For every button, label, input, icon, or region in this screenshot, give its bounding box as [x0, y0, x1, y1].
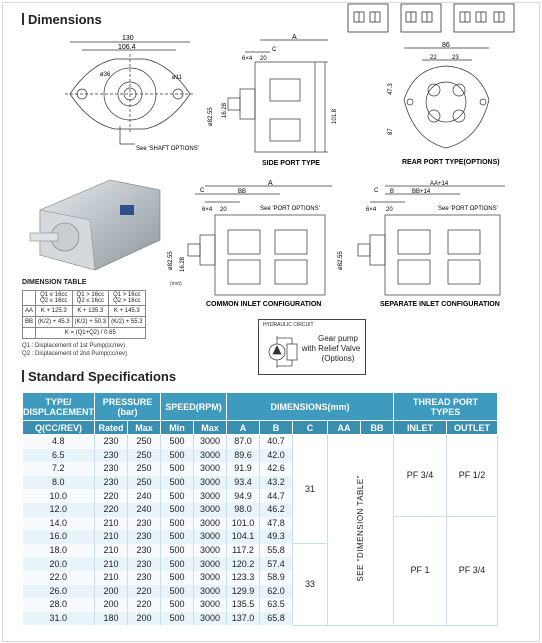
table-cell: 240 [128, 503, 161, 517]
table-cell: 500 [161, 557, 194, 571]
table-cell: 3000 [194, 612, 227, 626]
common-dim-a: A [268, 180, 273, 187]
table-cell: 22.0 [23, 571, 95, 585]
th-inlet: INLET [394, 421, 447, 435]
table-cell: 57.4 [260, 557, 293, 571]
table-cell: 89.6 [227, 449, 260, 463]
th-c: C [293, 421, 328, 435]
side-dim-h1: 16.28 [222, 102, 228, 118]
pump-illustration [20, 165, 165, 275]
th-rated: Rated [95, 421, 128, 435]
side-dim-6x4: 6×4 [242, 56, 253, 62]
table-cell: 6.5 [23, 449, 95, 463]
table-cell: 65.8 [260, 612, 293, 626]
hydraulic-label: HYDRAULIC CIRCUIT [263, 322, 314, 328]
dim-cell: (K/2) + 50.3 [72, 317, 109, 328]
spec-table [22, 392, 498, 626]
common-dim-bb: BB [238, 189, 247, 195]
c-value-group2: 33 [293, 544, 328, 626]
dim-k-blank [23, 328, 36, 339]
table-cell: 210 [95, 544, 128, 558]
table-cell: 26.0 [23, 585, 95, 599]
table-cell: 500 [161, 571, 194, 585]
separate-dim-b: B [390, 189, 395, 195]
rear-dim-23: 23 [452, 55, 459, 61]
common-inlet-drawing [160, 180, 335, 310]
dim-row-label: BB [23, 317, 36, 328]
th-a: A [227, 421, 260, 435]
table-cell: 210 [95, 557, 128, 571]
front-shaft-note: See 'SHAFT OPTIONS' [136, 146, 199, 152]
table-cell: 210 [95, 517, 128, 531]
table-cell: 250 [128, 462, 161, 476]
rear-view-drawing [384, 40, 514, 168]
table-cell: 230 [95, 462, 128, 476]
th-q: Q(CC/REV) [23, 421, 95, 435]
separate-dim-c: C [374, 188, 379, 194]
common-dim-h1: 16.28 [180, 256, 186, 272]
dimension-notes [22, 342, 127, 358]
table-cell: 210 [95, 571, 128, 585]
common-dim-20: 20 [220, 207, 227, 213]
side-dim-h2: 101.8 [332, 108, 338, 124]
table-cell: 129.9 [227, 585, 260, 599]
hydraulic-circuit-box [258, 319, 366, 375]
table-cell: 500 [161, 503, 194, 517]
table-cell: 16.0 [23, 530, 95, 544]
th-bb: BB [361, 421, 394, 435]
valve-symbols [346, 0, 516, 36]
dim-cell: K + 145.3 [109, 306, 146, 317]
table-cell: 500 [161, 476, 194, 490]
table-cell: 500 [161, 530, 194, 544]
table-cell: 200 [95, 585, 128, 599]
table-cell: 3000 [194, 557, 227, 571]
rear-dim-22: 22 [430, 55, 437, 61]
table-cell: 3000 [194, 544, 227, 558]
separate-caption: SEPARATE INLET CONFIGURATION [380, 301, 500, 308]
table-cell: 94.9 [227, 489, 260, 503]
separate-dim-6x4: 6×4 [366, 207, 377, 213]
table-cell: 28.0 [23, 598, 95, 612]
separate-dim-dia: ø82.55 [338, 251, 344, 270]
table-cell: 500 [161, 517, 194, 531]
separate-port-note: See 'PORT OPTIONS' [438, 206, 498, 212]
separate-dim-aa: AA+14 [430, 181, 449, 187]
outlet-group2: PF 3/4 [447, 517, 498, 626]
table-cell: 62.0 [260, 585, 293, 599]
dim-row-label: AA [23, 306, 36, 317]
outlet-group1: PF 1/2 [447, 435, 498, 517]
side-dim-20: 20 [260, 56, 267, 62]
th-b: B [260, 421, 293, 435]
dim-note-q1: Q1 : Displacement of 1st Pump(cc/rev) [22, 343, 126, 349]
aa-bb-note-text: SEE "DIMENSION TABLE" [356, 474, 366, 582]
table-cell: 230 [95, 449, 128, 463]
rear-dim-47: 47.3 [388, 83, 394, 95]
front-dim-106: 106.4 [118, 44, 136, 51]
th-dimensions: DIMENSIONS(mm) [227, 393, 394, 421]
th-aa: AA [328, 421, 361, 435]
aa-bb-note [328, 435, 394, 626]
front-dim-center: ø36 [100, 72, 111, 78]
th-min: Min [161, 421, 194, 435]
dimension-table-unit: (mm) [170, 281, 182, 287]
table-cell: 230 [95, 435, 128, 449]
th-thread: THREAD PORT TYPES [394, 393, 498, 421]
table-cell: 104.1 [227, 530, 260, 544]
table-cell: 20.0 [23, 557, 95, 571]
common-dim-6x4: 6×4 [202, 207, 213, 213]
table-cell: 200 [95, 598, 128, 612]
table-cell: 10.0 [23, 489, 95, 503]
table-cell: 3000 [194, 530, 227, 544]
side-dim-a: A [292, 34, 297, 41]
table-cell: 63.5 [260, 598, 293, 612]
inlet-group1: PF 3/4 [394, 435, 447, 517]
table-cell: 101.0 [227, 517, 260, 531]
table-cell: 46.2 [260, 503, 293, 517]
common-port-note: See 'PORT OPTIONS' [260, 206, 320, 212]
table-cell: 3000 [194, 585, 227, 599]
table-cell: 18.0 [23, 544, 95, 558]
table-cell: 500 [161, 612, 194, 626]
table-cell: 230 [128, 530, 161, 544]
dim-header-1: Q1 ≤ 16cc Q2 ≤ 16cc [36, 291, 73, 306]
dimension-table-title: DIMENSION TABLE [22, 279, 87, 286]
table-cell: 250 [128, 449, 161, 463]
table-cell: 137.0 [227, 612, 260, 626]
table-cell: 230 [128, 571, 161, 585]
th-pmax: Max [128, 421, 161, 435]
rear-dim-87: 87 [388, 128, 394, 135]
table-cell: 230 [95, 476, 128, 490]
table-cell: 91.9 [227, 462, 260, 476]
table-row [23, 435, 498, 449]
side-caption: SIDE PORT TYPE [262, 160, 320, 167]
table-cell: 8.0 [23, 476, 95, 490]
dim-header-3: Q1 > 16cc Q2 > 16cc [109, 291, 146, 306]
inlet-group2: PF 1 [394, 517, 447, 626]
th-outlet: OUTLET [447, 421, 498, 435]
table-cell: 43.2 [260, 476, 293, 490]
hydraulic-line3: (Options) [321, 354, 355, 363]
common-dim-dia: ø82.55 [168, 251, 174, 270]
table-cell: 12.0 [23, 503, 95, 517]
separate-dim-bb: BB+14 [412, 189, 431, 195]
table-cell: 3000 [194, 598, 227, 612]
dim-note-q2: Q2 : Displacement of 2nd Pump(cc/rev) [22, 351, 128, 357]
table-cell: 220 [95, 503, 128, 517]
table-cell: 500 [161, 462, 194, 476]
table-cell: 250 [128, 435, 161, 449]
dim-cell: (K/2) + 55.3 [109, 317, 146, 328]
table-cell: 250 [128, 476, 161, 490]
table-cell: 4.8 [23, 435, 95, 449]
table-cell: 200 [128, 612, 161, 626]
th-pressure: PRESSURE (bar) [95, 393, 161, 421]
table-cell: 40.7 [260, 435, 293, 449]
side-view-drawing [200, 34, 340, 169]
table-cell: 123.3 [227, 571, 260, 585]
table-cell: 120.2 [227, 557, 260, 571]
front-dim-130: 130 [122, 35, 134, 42]
table-row [23, 517, 498, 531]
dim-cell: K + 135.3 [72, 306, 109, 317]
dimension-table [22, 290, 146, 339]
table-cell: 230 [128, 544, 161, 558]
table-cell: 87.0 [227, 435, 260, 449]
table-cell: 135.5 [227, 598, 260, 612]
common-dim-c: C [200, 188, 205, 194]
table-cell: 58.9 [260, 571, 293, 585]
rear-caption: REAR PORT TYPE(OPTIONS) [402, 159, 500, 166]
spec-heading: Standard Specifications [22, 369, 176, 384]
dim-header-2: Q1 > 16cc Q2 ≤ 16cc [72, 291, 109, 306]
table-cell: 7.2 [23, 462, 95, 476]
table-cell: 3000 [194, 503, 227, 517]
table-cell: 500 [161, 585, 194, 599]
table-cell: 55.8 [260, 544, 293, 558]
table-cell: 47.8 [260, 517, 293, 531]
table-cell: 42.6 [260, 462, 293, 476]
table-cell: 93.4 [227, 476, 260, 490]
front-view-drawing [60, 34, 200, 154]
table-cell: 240 [128, 489, 161, 503]
table-cell: 14.0 [23, 517, 95, 531]
table-cell: 3000 [194, 449, 227, 463]
table-cell: 500 [161, 544, 194, 558]
table-cell: 230 [128, 517, 161, 531]
separate-dim-20: 20 [386, 207, 393, 213]
common-caption: COMMON INLET CONFIGURATION [206, 301, 322, 308]
front-dim-bolt: ø11 [172, 75, 182, 81]
table-cell: 3000 [194, 462, 227, 476]
table-cell: 31.0 [23, 612, 95, 626]
table-cell: 3000 [194, 476, 227, 490]
table-cell: 220 [95, 489, 128, 503]
c-value-group1: 31 [293, 435, 328, 544]
side-dim-dia: ø82.55 [208, 107, 214, 126]
table-cell: 42.0 [260, 449, 293, 463]
table-cell: 98.0 [227, 503, 260, 517]
table-cell: 44.7 [260, 489, 293, 503]
table-cell: 3000 [194, 435, 227, 449]
table-cell: 500 [161, 449, 194, 463]
dim-cell: K + 125.3 [36, 306, 73, 317]
th-type: TYPE/ DISPLACEMENT [23, 393, 95, 421]
table-cell: 49.3 [260, 530, 293, 544]
table-cell: 220 [128, 598, 161, 612]
dimensions-heading: Dimensions [22, 12, 102, 27]
table-cell: 180 [95, 612, 128, 626]
hydraulic-line1: Gear pump [317, 334, 359, 343]
table-cell: 3000 [194, 517, 227, 531]
dim-cell: (K/2) + 45.3 [36, 317, 73, 328]
table-cell: 500 [161, 435, 194, 449]
separate-inlet-drawing [330, 180, 510, 310]
dim-corner [23, 291, 36, 306]
table-cell: 117.2 [227, 544, 260, 558]
rear-dim-86: 86 [442, 42, 450, 49]
table-cell: 500 [161, 489, 194, 503]
hydraulic-line2: with Relief Valve [301, 344, 361, 353]
th-smax: Max [194, 421, 227, 435]
th-speed: SPEED(RPM) [161, 393, 227, 421]
dim-k-formula: K = (Q1+Q2) / 0.65 [36, 328, 146, 339]
table-cell: 210 [95, 530, 128, 544]
table-cell: 3000 [194, 571, 227, 585]
table-cell: 220 [128, 585, 161, 599]
table-cell: 230 [128, 557, 161, 571]
side-dim-c: C [272, 47, 277, 53]
table-cell: 500 [161, 598, 194, 612]
table-cell: 3000 [194, 489, 227, 503]
